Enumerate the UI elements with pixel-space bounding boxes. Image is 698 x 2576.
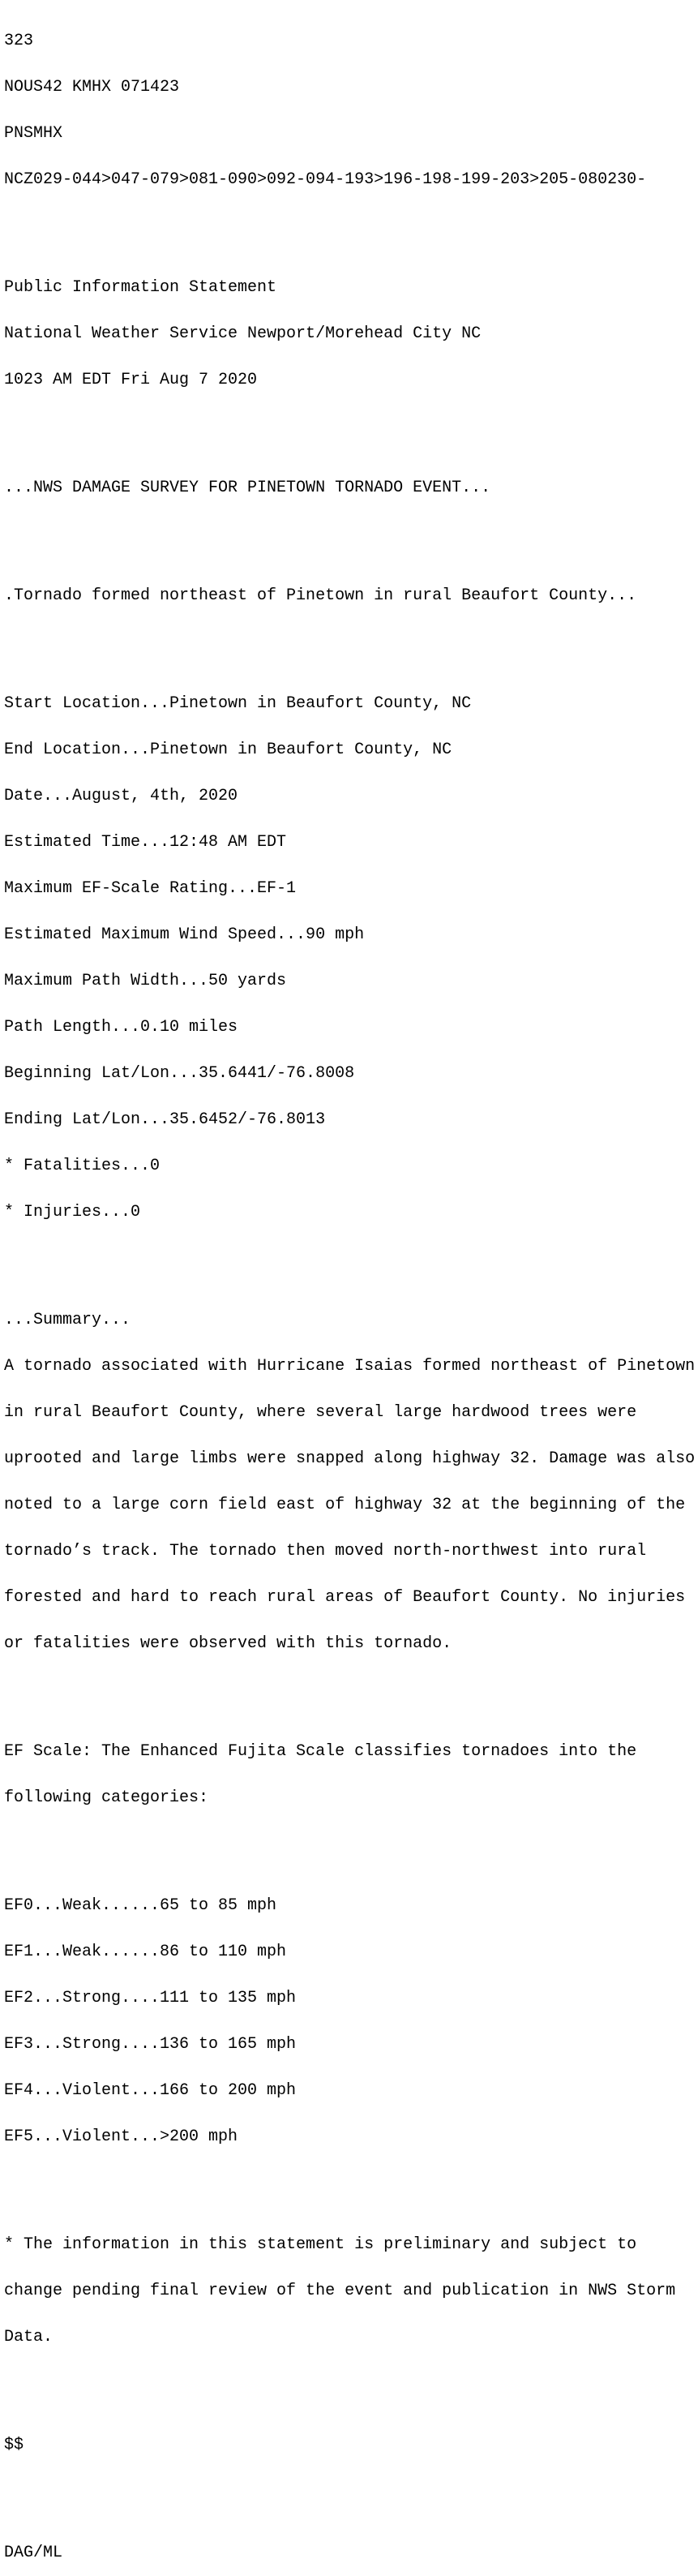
disclaimer-line: change pending final review of the event and publication in NWS Storm [4, 2282, 676, 2300]
summary-line: or fatalities were observed with this tornado. [4, 1634, 452, 1653]
blank-line [4, 634, 698, 650]
end-location: End Location...Pinetown in Beaufort County, NC [4, 741, 452, 759]
blank-line [4, 218, 698, 234]
ending-latlon: Ending Lat/Lon...35.6452/-76.8013 [4, 1110, 326, 1129]
wmo-header: NOUS42 KMHX 071423 [4, 78, 180, 97]
awips-id: PNSMHX [4, 124, 63, 143]
beginning-latlon: Beginning Lat/Lon...35.6441/-76.8008 [4, 1064, 355, 1083]
ef-category-ef1: EF1...Weak......86 to 110 mph [4, 1943, 287, 1961]
start-location: Start Location...Pinetown in Beaufort County, NC [4, 694, 472, 713]
blank-line [4, 2376, 698, 2391]
headline: ...NWS DAMAGE SURVEY FOR PINETOWN TORNADO EVENT... [4, 479, 491, 497]
summary-line: forested and hard to reach rural areas of Beaufort County. No injuries [4, 1588, 686, 1607]
ef-scale-intro: following categories: [4, 1788, 209, 1807]
path-length: Path Length...0.10 miles [4, 1018, 238, 1037]
product-text [4, 2, 698, 2576]
blank-line [4, 2484, 698, 2499]
event-date: Date...August, 4th, 2020 [4, 787, 238, 805]
sequence-number: 323 [4, 32, 34, 50]
wind-speed: Estimated Maximum Wind Speed...90 mph [4, 925, 365, 944]
summary-line: tornado’s track. The tornado then moved north-northwest into rural [4, 1542, 647, 1561]
disclaimer-line: * The information in this statement is preliminary and subject to [4, 2235, 637, 2254]
summary-line: uprooted and large limbs were snapped along highway 32. Damage was also [4, 1449, 696, 1468]
zone-codes: NCZ029-044>047-079>081-090>092-094-193>196-198-199-203>205-080230- [4, 170, 647, 189]
product-terminator: $$ [4, 2436, 24, 2454]
blank-line [4, 1251, 698, 1266]
disclaimer-line: Data. [4, 2328, 54, 2346]
subheadline: .Tornado formed northeast of Pinetown in rural Beaufort County... [4, 586, 637, 605]
summary-heading: ...Summary... [4, 1311, 131, 1329]
ef-category-ef2: EF2...Strong....111 to 135 mph [4, 1989, 297, 2007]
blank-line [4, 419, 698, 434]
ef-category-ef0: EF0...Weak......65 to 85 mph [4, 1896, 277, 1915]
issuing-office: National Weather Service Newport/Morehead City NC [4, 324, 482, 343]
path-width: Maximum Path Width...50 yards [4, 972, 287, 990]
fatalities: * Fatalities...0 [4, 1157, 161, 1175]
issue-time: 1023 AM EDT Fri Aug 7 2020 [4, 371, 258, 389]
blank-line [4, 1836, 698, 1852]
ef-category-ef4: EF4...Violent...166 to 200 mph [4, 2081, 297, 2100]
summary-line: noted to a large corn field east of highway 32 at the beginning of the [4, 1496, 686, 1514]
blank-line [4, 1682, 698, 1698]
author-initials: DAG/ML [4, 2544, 63, 2562]
ef-category-ef5: EF5...Violent...>200 mph [4, 2127, 238, 2146]
blank-line [4, 526, 698, 542]
summary-line: A tornado associated with Hurricane Isaias formed northeast of Pinetown [4, 1357, 696, 1376]
ef-category-ef3: EF3...Strong....136 to 165 mph [4, 2035, 297, 2054]
statement-type: Public Information Statement [4, 278, 277, 297]
summary-line: in rural Beaufort County, where several large hardwood trees were [4, 1403, 637, 1422]
blank-line [4, 2175, 698, 2191]
ef-rating: Maximum EF-Scale Rating...EF-1 [4, 879, 297, 898]
estimated-time: Estimated Time...12:48 AM EDT [4, 833, 287, 852]
injuries: * Injuries...0 [4, 1203, 141, 1221]
ef-scale-intro: EF Scale: The Enhanced Fujita Scale classifies tornadoes into the [4, 1742, 637, 1761]
